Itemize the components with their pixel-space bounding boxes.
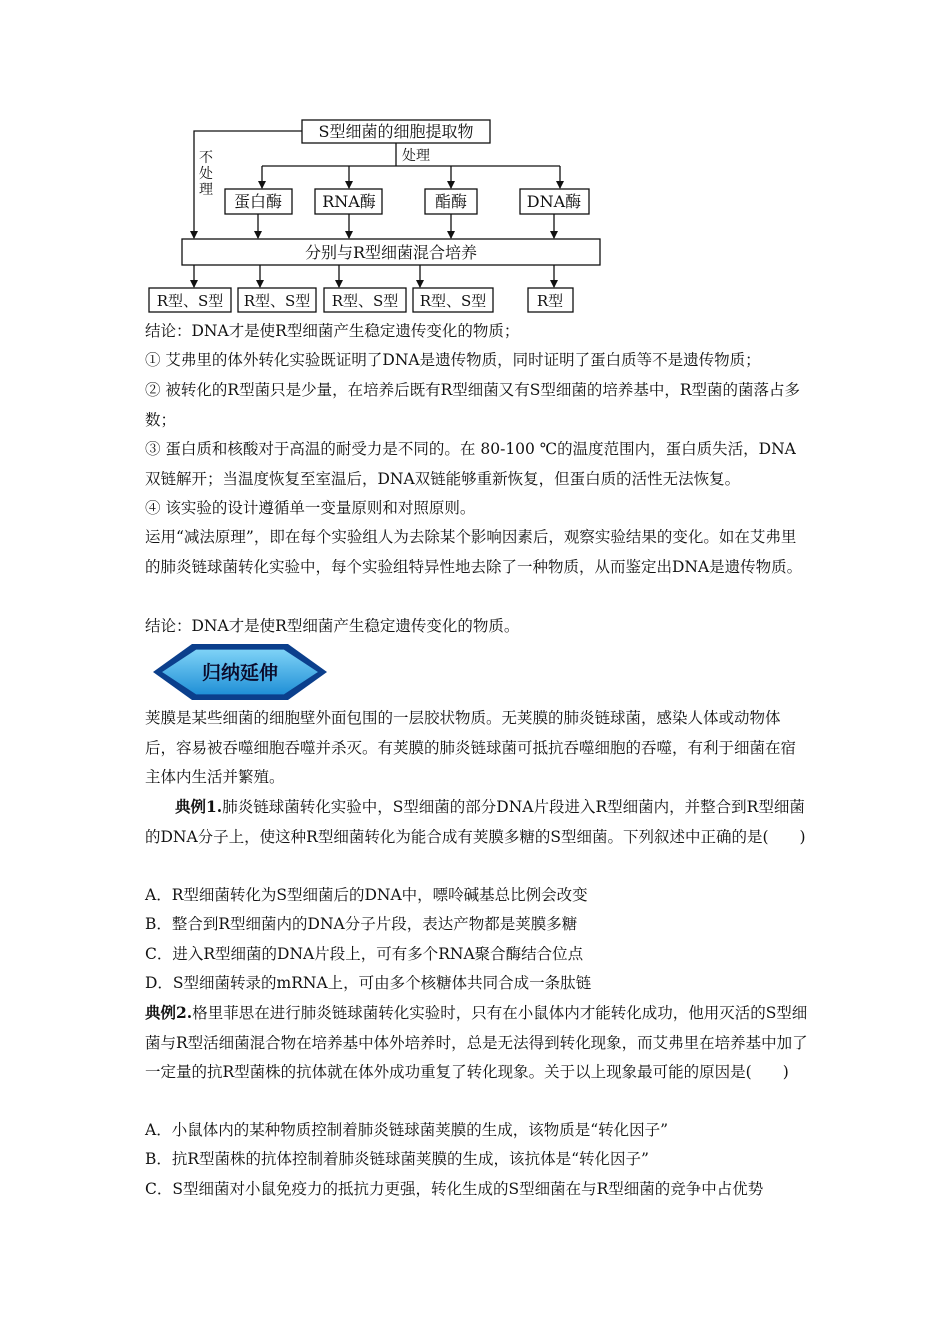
result-label: R型、S型	[419, 292, 487, 310]
point-2: ② 被转化的R型菌只是少量，在培养后既有R型细菌又有S型细菌的培养基中，R型菌的菌落占多数；	[145, 381, 801, 429]
mix-box-label: 分别与R型细菌混合培养	[304, 243, 478, 262]
top-box-label: S型细菌的细胞提取物	[318, 122, 474, 141]
summary-badge	[150, 641, 330, 703]
no-process-label-2: 处	[199, 166, 213, 182]
experiment-flow-diagram	[120, 100, 620, 315]
summary-badge-label: 归纳延伸	[201, 662, 279, 684]
example-1-stem	[145, 792, 810, 852]
enzyme-rnase: RNA酶	[322, 192, 376, 211]
enzyme-protease: 蛋白酶	[233, 192, 283, 211]
subtraction-principle: 运用“减法原理”，即在每个实验组人为去除某个影响因素后，观察实验结果的变化。如在艾弗里的肺炎链球菌转化实验中，每个实验组特异性地去除了一种物质，从而鉴定出DNA是遗传物质。	[145, 528, 803, 576]
conclusion-1: 结论：DNA才是使R型细菌产生稳定遗传变化的物质；	[145, 322, 520, 340]
example-1-label: 典例1.	[175, 797, 223, 816]
result-label: R型	[536, 292, 564, 310]
example-2-option-b: B．抗R型菌株的抗体控制着肺炎链球菌荚膜的生成，该抗体是“转化因子”	[145, 1150, 649, 1168]
example-2-label: 典例2.	[145, 1003, 193, 1022]
example-1-option-a: A．R型细菌转化为S型细菌后的DNA中，嘌呤碱基总比例会改变	[145, 886, 588, 904]
point-3: ③ 蛋白质和核酸对于高温的耐受力是不同的。在 80-100 ℃的温度范围内，蛋白质失活，DNA双链解开；当温度恢复至室温后，DNA双链能够重新恢复，但蛋白质的活性无法恢复。	[145, 440, 796, 488]
example-1-option-d: D．S型细菌转录的mRNA上，可由多个核糖体共同合成一条肽链	[145, 974, 592, 992]
capsule-paragraph: 荚膜是某些细菌的细胞壁外面包围的一层胶状物质。无荚膜的肺炎链球菌，感染人体或动物体后，容易被吞噬细胞吞噬并杀灭。有荚膜的肺炎链球菌可抵抗吞噬细胞的吞噬，有利于细菌在宿主体内生活并繁殖。	[145, 709, 797, 786]
result-label: R型、S型	[243, 292, 311, 310]
conclusion-2: 结论：DNA才是使R型细菌产生稳定遗传变化的物质。	[145, 617, 520, 635]
result-label: R型、S型	[331, 292, 399, 310]
process-label: 处理	[402, 148, 430, 164]
enzyme-dnase: DNA酶	[526, 192, 582, 211]
example-2-option-c: C．S型细菌对小鼠免疫力的抵抗力更强，转化生成的S型细菌在与R型细菌的竞争中占优势	[145, 1180, 764, 1198]
example-1-option-b: B．整合到R型细菌内的DNA分子片段，表达产物都是荚膜多糖	[145, 915, 578, 933]
result-label: R型、S型	[156, 292, 224, 310]
no-process-label-1: 不	[199, 150, 213, 166]
example-1-option-c: C．进入R型细菌的DNA片段上，可有多个RNA聚合酶结合位点	[145, 945, 584, 963]
no-process-label-3: 理	[199, 182, 213, 198]
example-1-text: 肺炎链球菌转化实验中，S型细菌的部分DNA片段进入R型细菌内，并整合到R型细菌的DNA分子上，使这种R型细菌转化为能合成有荚膜多糖的S型细菌。下列叙述中正确的是( )	[145, 798, 806, 846]
example-2-text: 格里菲思在进行肺炎链球菌转化实验时，只有在小鼠体内才能转化成功，他用灭活的S型细菌与R型活细菌混合物在培养基中体外培养时，总是无法得到转化现象，而艾弗里在培养基中加了一定量的抗R型菌株的抗体就在体外成功重复了转化现象。关于以上现象最可能的原因是( )	[145, 1004, 808, 1081]
example-2-option-a: A．小鼠体内的某种物质控制着肺炎链球菌荚膜的生成，该物质是“转化因子”	[145, 1121, 669, 1139]
point-4: ④ 该实验的设计遵循单一变量原则和对照原则。	[145, 499, 476, 517]
point-1: ① 艾弗里的体外转化实验既证明了DNA是遗传物质，同时证明了蛋白质等不是遗传物质；	[145, 351, 761, 369]
example-2-stem	[145, 998, 810, 1088]
enzyme-esterase: 酯酶	[434, 192, 468, 211]
